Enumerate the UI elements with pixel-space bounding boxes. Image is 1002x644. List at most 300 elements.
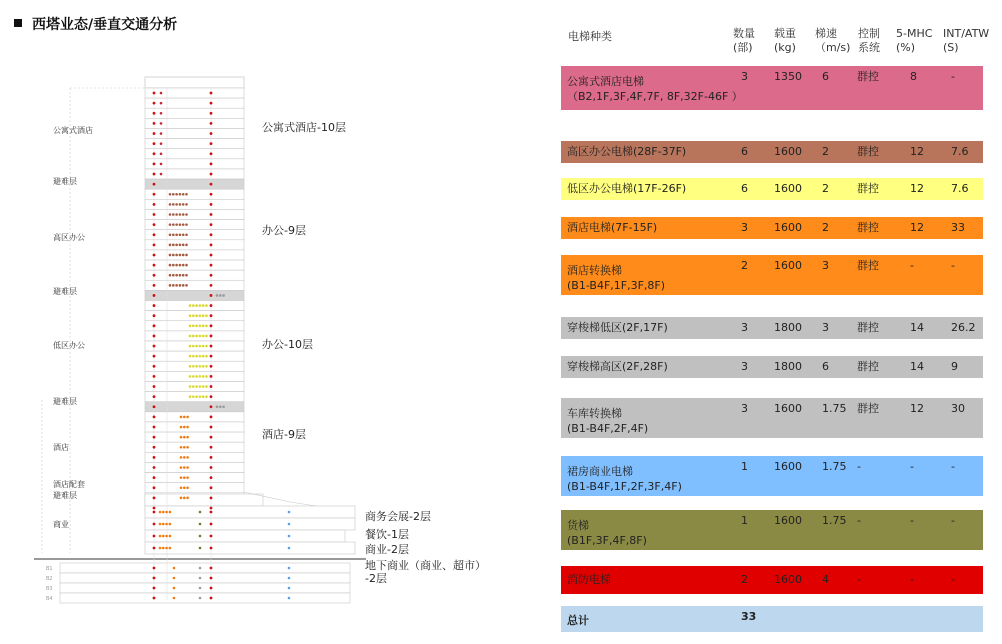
floor-slab bbox=[145, 422, 244, 432]
stop-dot bbox=[189, 325, 192, 328]
stop-dot bbox=[180, 486, 183, 489]
stop-dot bbox=[210, 567, 213, 570]
stop-dot bbox=[153, 587, 156, 590]
stop-dot bbox=[153, 304, 156, 307]
stop-dot bbox=[169, 203, 172, 206]
header-speed: 梯速 （m/s) bbox=[815, 27, 851, 54]
cell-load: 1600 bbox=[774, 259, 802, 272]
elevator-name: 低区办公电梯(17F-26F) bbox=[567, 182, 687, 195]
stop-dot bbox=[153, 577, 156, 580]
cell-count: 2 bbox=[741, 259, 748, 272]
stop-dot bbox=[175, 213, 178, 216]
stop-dot bbox=[153, 122, 156, 125]
cell-load: 1600 bbox=[774, 460, 802, 473]
stop-dot bbox=[160, 122, 163, 125]
stop-dot bbox=[160, 173, 163, 176]
elevator-floors: (B1-B4F,2F,4F) bbox=[567, 422, 649, 435]
stop-dot bbox=[186, 497, 189, 500]
stop-dot bbox=[192, 345, 195, 348]
floor-slab bbox=[145, 483, 244, 493]
floor-slab bbox=[145, 452, 244, 462]
stop-dot bbox=[179, 244, 182, 247]
total-count: 33 bbox=[741, 610, 757, 623]
stop-dot bbox=[205, 395, 208, 398]
annotation-label: -2层 bbox=[365, 572, 387, 585]
stop-dot bbox=[172, 223, 175, 226]
stop-dot bbox=[210, 547, 213, 550]
stop-dot bbox=[169, 244, 172, 247]
refuge-floor bbox=[145, 290, 244, 300]
floor-slab bbox=[145, 199, 244, 209]
stop-dot bbox=[169, 535, 172, 538]
stop-dot bbox=[153, 426, 156, 429]
basement-floor bbox=[60, 573, 350, 583]
stop-dot bbox=[183, 436, 186, 439]
stop-dot bbox=[210, 324, 213, 327]
stop-dot bbox=[153, 152, 156, 155]
stop-dot bbox=[195, 395, 198, 398]
cell-load: 1350 bbox=[774, 70, 802, 83]
stop-dot bbox=[183, 486, 186, 489]
stop-dot bbox=[186, 466, 189, 469]
annotation-label: 酒店-9层 bbox=[262, 428, 306, 441]
stop-dot bbox=[195, 345, 198, 348]
stop-dot bbox=[189, 335, 192, 338]
stop-dot bbox=[195, 314, 198, 317]
stop-dot bbox=[169, 284, 172, 287]
stop-dot bbox=[165, 523, 168, 526]
page-title-text: 西塔业态/垂直交通分析 bbox=[32, 17, 178, 33]
stop-dot bbox=[199, 335, 202, 338]
elevator-floors: （B2,1F,3F,4F,7F, 8F,32F-46F ） bbox=[567, 90, 743, 103]
stop-dot bbox=[185, 244, 188, 247]
stop-dot bbox=[199, 385, 202, 388]
podium-roof bbox=[145, 494, 263, 506]
stop-dot bbox=[210, 496, 213, 499]
stop-dot bbox=[288, 535, 291, 538]
refuge-floor bbox=[145, 402, 244, 412]
stop-dot bbox=[199, 577, 202, 580]
stop-dot bbox=[210, 163, 213, 166]
stop-dot bbox=[169, 213, 172, 216]
annotation-label: 公寓式酒店-10层 bbox=[262, 121, 346, 134]
stop-dot bbox=[216, 294, 219, 297]
basement-floor bbox=[60, 593, 350, 603]
stop-dot bbox=[192, 314, 195, 317]
stop-dot bbox=[153, 294, 156, 297]
stop-dot bbox=[288, 587, 291, 590]
cell-control: 群控 bbox=[857, 221, 879, 234]
stop-dot bbox=[210, 375, 213, 378]
stop-dot bbox=[210, 183, 213, 186]
cell-load: 1800 bbox=[774, 360, 802, 373]
stop-dot bbox=[216, 405, 219, 408]
stop-dot bbox=[210, 213, 213, 216]
cell-count: 1 bbox=[741, 460, 748, 473]
stop-dot bbox=[175, 284, 178, 287]
stop-dot bbox=[199, 597, 202, 600]
stop-dot bbox=[169, 523, 172, 526]
cell-load: 1600 bbox=[774, 221, 802, 234]
stop-dot bbox=[182, 264, 185, 267]
zone-label: 高区办公 bbox=[53, 233, 85, 242]
header-mhc: 5-MHC (%) bbox=[896, 27, 933, 54]
stop-dot bbox=[288, 577, 291, 580]
stop-dot bbox=[210, 102, 213, 105]
stop-dot bbox=[182, 223, 185, 226]
stop-dot bbox=[210, 264, 213, 267]
stop-dot bbox=[202, 304, 205, 307]
cell-mhc: 12 bbox=[910, 402, 924, 415]
cell-mhc: - bbox=[910, 259, 914, 272]
stop-dot bbox=[210, 142, 213, 145]
floor-slab bbox=[145, 240, 244, 250]
stop-dot bbox=[180, 446, 183, 449]
stop-dot bbox=[153, 183, 156, 186]
floor-slab bbox=[145, 442, 244, 452]
stop-dot bbox=[159, 511, 162, 514]
stop-dot bbox=[153, 163, 156, 166]
stop-dot bbox=[153, 324, 156, 327]
stop-dot bbox=[153, 92, 156, 95]
elevator-row bbox=[561, 456, 983, 496]
elevator-name: 消防电梯 bbox=[567, 573, 611, 586]
elevator-name: 穿梭梯高区(2F,28F) bbox=[567, 360, 668, 373]
zone-label: 避难层 bbox=[53, 287, 77, 296]
cell-load: 1600 bbox=[774, 514, 802, 527]
podium-floor bbox=[145, 530, 345, 542]
elevator-row bbox=[561, 398, 983, 438]
cell-count: 6 bbox=[741, 145, 748, 158]
cell-mhc: - bbox=[910, 460, 914, 473]
stop-dot bbox=[153, 284, 156, 287]
stop-dot bbox=[195, 385, 198, 388]
stop-dot bbox=[169, 254, 172, 257]
cell-speed: 2 bbox=[822, 145, 829, 158]
cell-int: 7.6 bbox=[951, 182, 969, 195]
cell-int: 9 bbox=[951, 360, 958, 373]
elevator-name: 裙房商业电梯 bbox=[567, 465, 633, 478]
stop-dot bbox=[222, 294, 225, 297]
stop-dot bbox=[185, 223, 188, 226]
stop-dot bbox=[182, 284, 185, 287]
cell-speed: 4 bbox=[822, 573, 829, 586]
stop-dot bbox=[288, 511, 291, 514]
cell-load: 1800 bbox=[774, 321, 802, 334]
stop-dot bbox=[210, 416, 213, 419]
cell-int: - bbox=[951, 259, 955, 272]
stop-dot bbox=[179, 264, 182, 267]
stop-dot bbox=[192, 385, 195, 388]
stop-dot bbox=[169, 547, 172, 550]
basement-floor bbox=[60, 563, 350, 573]
elevator-row bbox=[561, 566, 983, 594]
stop-dot bbox=[179, 254, 182, 257]
cell-mhc: - bbox=[910, 514, 914, 527]
elevator-floors: (B1-B4F,1F,2F,3F,4F) bbox=[567, 480, 682, 493]
header-control: 控制 系统 bbox=[858, 27, 880, 54]
cell-count: 3 bbox=[741, 321, 748, 334]
stop-dot bbox=[153, 547, 156, 550]
stop-dot bbox=[210, 456, 213, 459]
stop-dot bbox=[175, 203, 178, 206]
stop-dot bbox=[172, 193, 175, 196]
stop-dot bbox=[210, 587, 213, 590]
cell-mhc: 14 bbox=[910, 360, 924, 373]
stop-dot bbox=[182, 244, 185, 247]
stop-dot bbox=[183, 416, 186, 419]
stop-dot bbox=[153, 375, 156, 378]
cell-control: 群控 bbox=[857, 259, 879, 272]
cell-int: - bbox=[951, 70, 955, 83]
stop-dot bbox=[210, 476, 213, 479]
stop-dot bbox=[288, 523, 291, 526]
stop-dot bbox=[179, 223, 182, 226]
elevator-row bbox=[561, 255, 983, 295]
stop-dot bbox=[186, 416, 189, 419]
cell-speed: 1.75 bbox=[822, 402, 847, 415]
stop-dot bbox=[153, 436, 156, 439]
stop-dot bbox=[175, 223, 178, 226]
floor-slab bbox=[145, 209, 244, 219]
stop-dot bbox=[175, 274, 178, 277]
stop-dot bbox=[288, 567, 291, 570]
stop-dot bbox=[183, 476, 186, 479]
elevator-name: 公寓式酒店电梯 bbox=[567, 75, 644, 88]
stop-dot bbox=[199, 325, 202, 328]
stop-dot bbox=[210, 466, 213, 469]
stop-dot bbox=[195, 325, 198, 328]
stop-dot bbox=[180, 476, 183, 479]
stop-dot bbox=[210, 284, 213, 287]
stop-dot bbox=[192, 335, 195, 338]
stop-dot bbox=[169, 223, 172, 226]
cell-count: 3 bbox=[741, 402, 748, 415]
stop-dot bbox=[189, 385, 192, 388]
elevator-row bbox=[561, 356, 983, 378]
stop-dot bbox=[202, 335, 205, 338]
stop-dot bbox=[189, 395, 192, 398]
stop-dot bbox=[199, 395, 202, 398]
stop-dot bbox=[205, 355, 208, 358]
stop-dot bbox=[153, 535, 156, 538]
annotation-label: 办公-10层 bbox=[262, 338, 313, 351]
stop-dot bbox=[199, 314, 202, 317]
stop-dot bbox=[153, 335, 156, 338]
stop-dot bbox=[210, 405, 213, 408]
zone-label: 酒店配套 bbox=[53, 480, 85, 489]
stop-dot bbox=[153, 385, 156, 388]
stop-dot bbox=[195, 375, 198, 378]
stop-dot bbox=[210, 395, 213, 398]
stop-dot bbox=[182, 193, 185, 196]
stop-dot bbox=[160, 142, 163, 145]
stop-dot bbox=[179, 284, 182, 287]
stop-dot bbox=[183, 446, 186, 449]
stop-dot bbox=[169, 274, 172, 277]
cell-mhc: 12 bbox=[910, 221, 924, 234]
cell-int: - bbox=[951, 460, 955, 473]
stop-dot bbox=[185, 274, 188, 277]
stop-dot bbox=[192, 365, 195, 368]
stop-dot bbox=[210, 152, 213, 155]
cell-speed: 6 bbox=[822, 360, 829, 373]
stop-dot bbox=[202, 355, 205, 358]
stop-dot bbox=[205, 365, 208, 368]
stop-dot bbox=[192, 355, 195, 358]
stop-dot bbox=[153, 496, 156, 499]
stop-dot bbox=[189, 355, 192, 358]
stop-dot bbox=[192, 304, 195, 307]
annotation-label: 地下商业（商业、超市） bbox=[365, 559, 486, 572]
stop-dot bbox=[165, 535, 168, 538]
stop-dot bbox=[195, 304, 198, 307]
elevator-row bbox=[561, 178, 983, 200]
stop-dot bbox=[189, 365, 192, 368]
stop-dot bbox=[210, 112, 213, 115]
floor-slab bbox=[145, 462, 244, 472]
stop-dot bbox=[185, 233, 188, 236]
stop-dot bbox=[180, 416, 183, 419]
stop-dot bbox=[153, 254, 156, 257]
stop-dot bbox=[179, 274, 182, 277]
stop-dot bbox=[169, 511, 172, 514]
cell-control: 群控 bbox=[857, 321, 879, 334]
stop-dot bbox=[210, 597, 213, 600]
stop-dot bbox=[199, 535, 202, 538]
cell-speed: 3 bbox=[822, 259, 829, 272]
floor-slab bbox=[145, 189, 244, 199]
stop-dot bbox=[205, 335, 208, 338]
floor-slab bbox=[145, 250, 244, 260]
cell-count: 6 bbox=[741, 182, 748, 195]
stop-dot bbox=[185, 213, 188, 216]
stop-dot bbox=[210, 436, 213, 439]
stop-dot bbox=[173, 577, 176, 580]
cell-mhc: 12 bbox=[910, 145, 924, 158]
stop-dot bbox=[175, 264, 178, 267]
stop-dot bbox=[175, 233, 178, 236]
basement-label: B2 bbox=[46, 576, 53, 582]
stop-dot bbox=[159, 535, 162, 538]
annotation-label: 餐饮-1层 bbox=[365, 528, 409, 541]
stop-dot bbox=[210, 203, 213, 206]
cell-mhc: - bbox=[910, 573, 914, 586]
stop-dot bbox=[162, 535, 165, 538]
stop-dot bbox=[199, 567, 202, 570]
stop-dot bbox=[199, 365, 202, 368]
stop-dot bbox=[153, 132, 156, 135]
tower-roof bbox=[145, 77, 244, 88]
annotation-label: 商务会展-2层 bbox=[365, 510, 431, 523]
stop-dot bbox=[173, 597, 176, 600]
stop-dot bbox=[153, 456, 156, 459]
stop-dot bbox=[160, 132, 163, 135]
stop-dot bbox=[153, 567, 156, 570]
stop-dot bbox=[210, 304, 213, 307]
stop-dot bbox=[182, 213, 185, 216]
elevator-floors: (B1F,3F,4F,8F) bbox=[567, 534, 647, 547]
stop-dot bbox=[153, 405, 156, 408]
stop-dot bbox=[172, 233, 175, 236]
stop-dot bbox=[210, 254, 213, 257]
stop-dot bbox=[180, 497, 183, 500]
stop-dot bbox=[153, 476, 156, 479]
stop-dot bbox=[153, 466, 156, 469]
stop-dot bbox=[172, 203, 175, 206]
cell-speed: 1.75 bbox=[822, 460, 847, 473]
stop-dot bbox=[175, 244, 178, 247]
stop-dot bbox=[210, 233, 213, 236]
stop-dot bbox=[153, 223, 156, 226]
basement-floor bbox=[60, 583, 350, 593]
cell-load: 1600 bbox=[774, 145, 802, 158]
stop-dot bbox=[192, 395, 195, 398]
stop-dot bbox=[199, 587, 202, 590]
cell-speed: 3 bbox=[822, 321, 829, 334]
cell-speed: 2 bbox=[822, 221, 829, 234]
header-type: 电梯种类 bbox=[568, 30, 612, 43]
header-count: 数量 (部) bbox=[733, 27, 755, 54]
stop-dot bbox=[189, 314, 192, 317]
stop-dot bbox=[195, 365, 198, 368]
cell-control: - bbox=[857, 573, 861, 586]
stop-dot bbox=[288, 547, 291, 550]
stop-dot bbox=[210, 122, 213, 125]
cell-count: 1 bbox=[741, 514, 748, 527]
stop-dot bbox=[202, 314, 205, 317]
stop-dot bbox=[210, 355, 213, 358]
stop-dot bbox=[186, 456, 189, 459]
stop-dot bbox=[210, 385, 213, 388]
cell-load: 1600 bbox=[774, 402, 802, 415]
stop-dot bbox=[180, 426, 183, 429]
stop-dot bbox=[192, 375, 195, 378]
stop-dot bbox=[153, 314, 156, 317]
stop-dot bbox=[205, 385, 208, 388]
basement-label: B3 bbox=[46, 586, 53, 592]
stop-dot bbox=[199, 345, 202, 348]
stop-dot bbox=[189, 375, 192, 378]
stop-dot bbox=[153, 142, 156, 145]
stop-dot bbox=[185, 254, 188, 257]
elevator-name: 酒店转换梯 bbox=[567, 264, 622, 277]
floor-slab bbox=[145, 280, 244, 290]
stop-dot bbox=[202, 385, 205, 388]
stop-dot bbox=[210, 132, 213, 135]
basement-label: B4 bbox=[46, 596, 53, 602]
stop-dot bbox=[210, 314, 213, 317]
stop-dot bbox=[153, 112, 156, 115]
stop-dot bbox=[183, 456, 186, 459]
stop-dot bbox=[173, 587, 176, 590]
stop-dot bbox=[186, 446, 189, 449]
stop-dot bbox=[153, 173, 156, 176]
stop-dot bbox=[183, 426, 186, 429]
basement-label: B1 bbox=[46, 566, 53, 572]
cell-load: 1600 bbox=[774, 573, 802, 586]
total-label: 总计 bbox=[567, 614, 589, 627]
stop-dot bbox=[210, 426, 213, 429]
stop-dot bbox=[199, 304, 202, 307]
stop-dot bbox=[153, 486, 156, 489]
stop-dot bbox=[185, 284, 188, 287]
stop-dot bbox=[210, 335, 213, 338]
cell-speed: 6 bbox=[822, 70, 829, 83]
zone-label: 避难层 bbox=[53, 491, 77, 500]
cell-int: 7.6 bbox=[951, 145, 969, 158]
floor-slab bbox=[145, 432, 244, 442]
